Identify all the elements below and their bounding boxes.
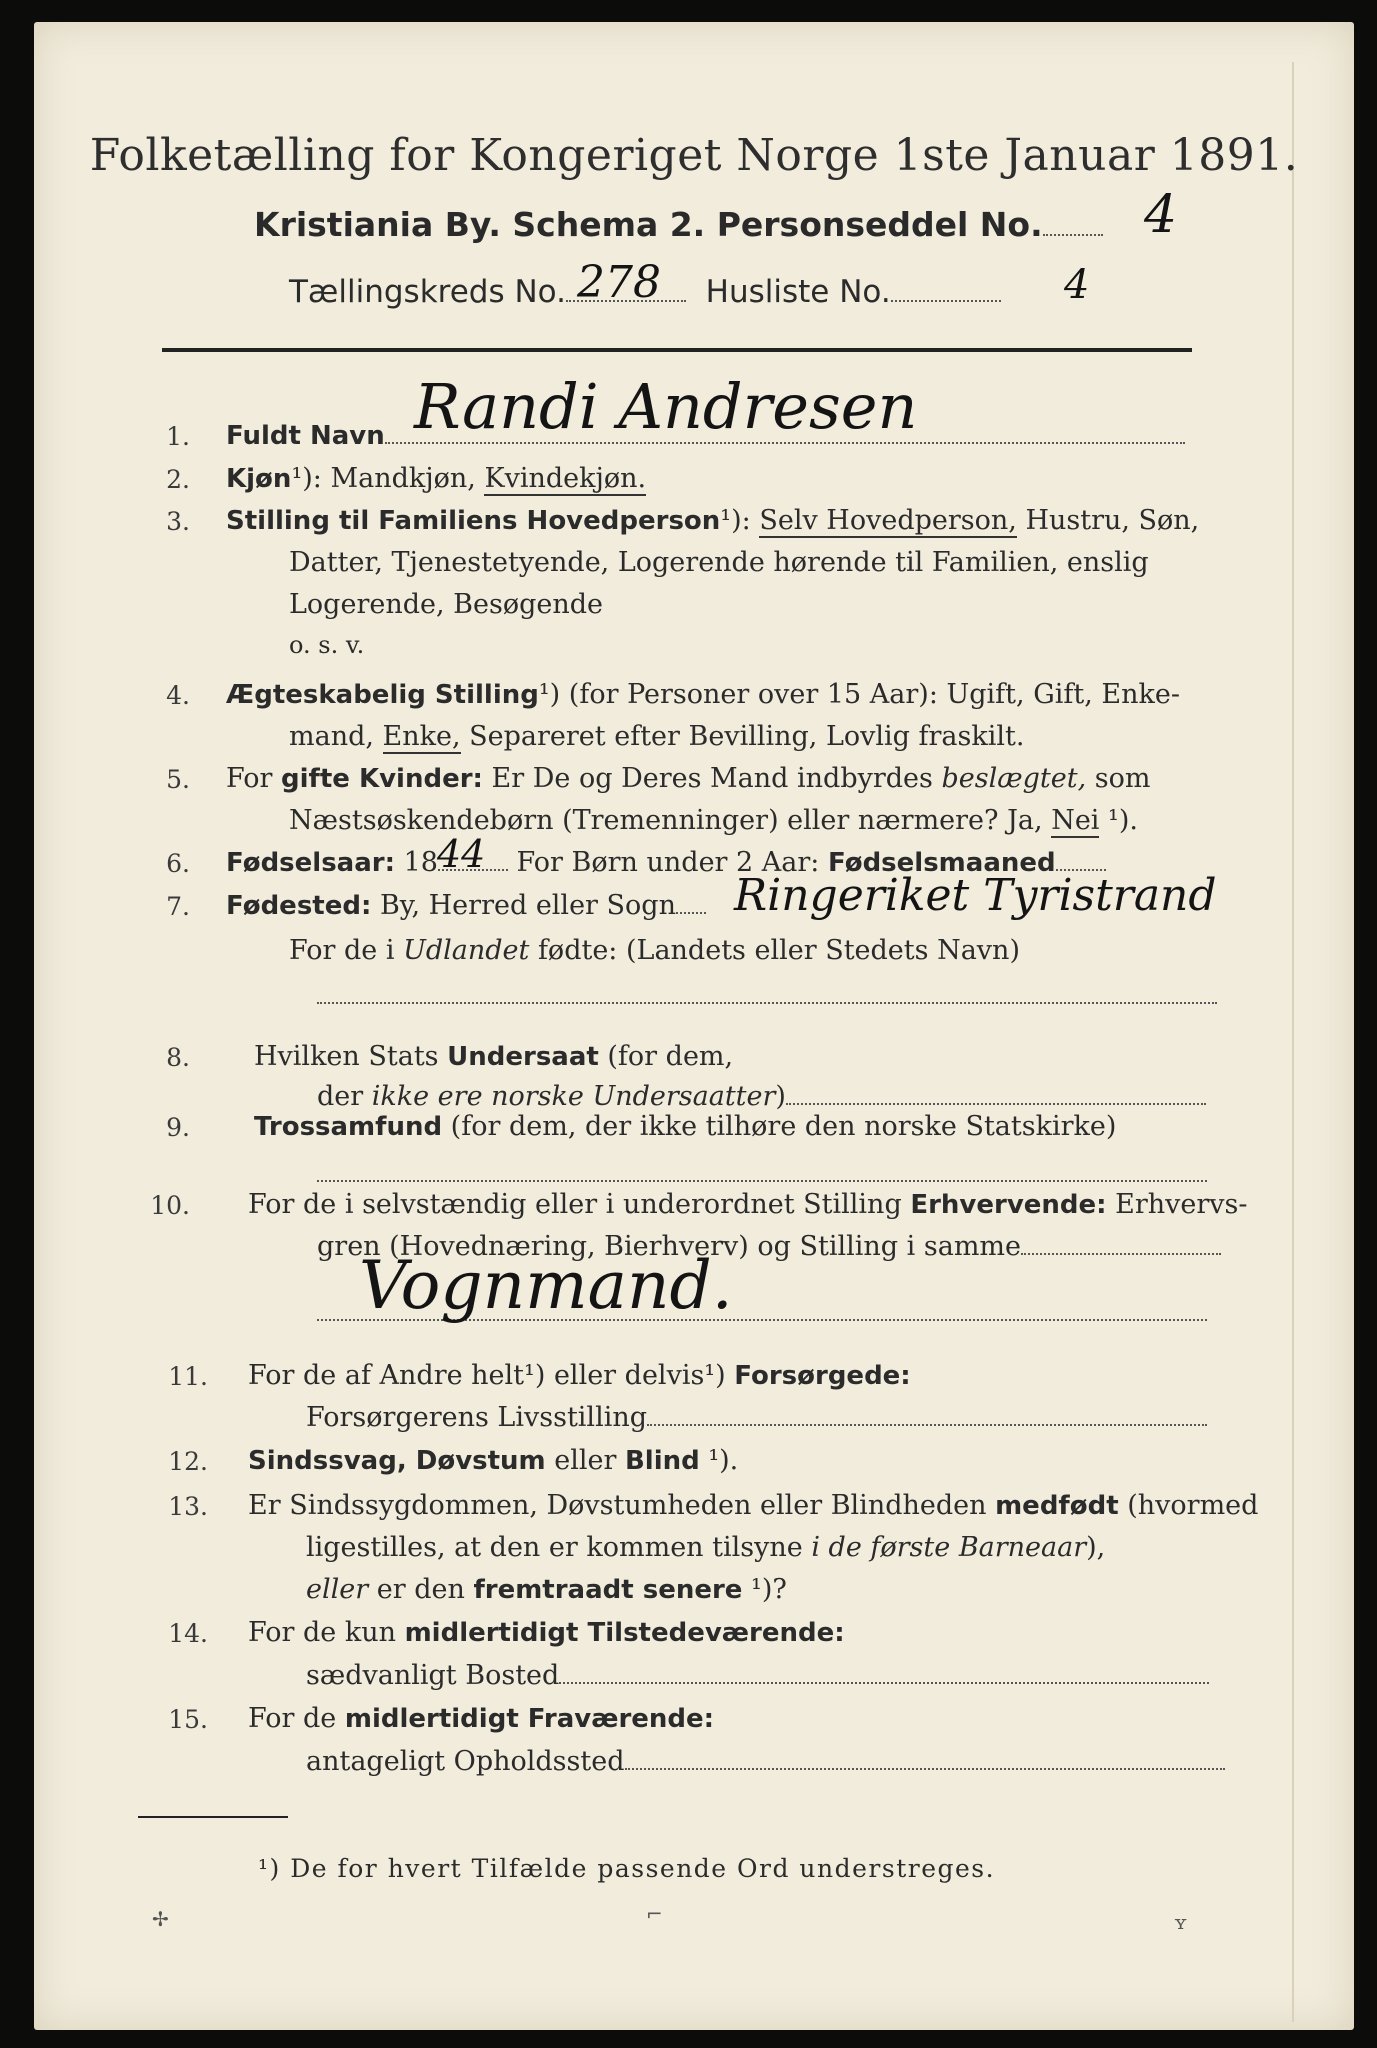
selected-gender: Kvindekjøn. <box>484 463 647 494</box>
item-congenital: Er Sindssygdommen, Døvstumheden eller Blindheden medfødt (hvormed <box>248 1490 1259 1521</box>
item-number: 7. <box>166 892 190 921</box>
item-household-position-line2: Datter, Tjenestetyende, Logerende hørende til Familien, enslig <box>289 547 1149 578</box>
item-occupation-line2: gren (Hovednæring, Bierhverv) og Stilling i samme <box>317 1231 1221 1262</box>
ink-mark: ✢ <box>152 1907 169 1931</box>
header-rule <box>162 348 1192 352</box>
ink-mark: ⌐ <box>646 1902 663 1926</box>
item-household-position-line4: o. s. v. <box>289 631 365 659</box>
item-number: 13. <box>168 1492 208 1521</box>
item-birth-year: Fødselsaar: 18 For Børn under 2 Aar: Fødselsmaaned <box>226 847 1106 878</box>
item-temporary-present-line2: sædvanligt Bosted <box>306 1660 1209 1691</box>
item-supported: For de af Andre helt¹) eller delvis¹) Forsørgede: <box>248 1360 911 1391</box>
item-temporary-present: For de kun midlertidigt Tilstedeværende: <box>248 1617 845 1648</box>
tellingskreds-line: Tællingskreds No. Husliste No. <box>289 274 1001 310</box>
item-supported-line2: Forsørgerens Livsstilling <box>306 1402 1207 1433</box>
item-household-position-line3: Logerende, Besøgende <box>289 589 603 620</box>
item-number: 2. <box>166 465 190 494</box>
item-number: 6. <box>166 849 190 878</box>
item-temporary-absent-line2: antageligt Opholdssted <box>306 1746 1225 1777</box>
paper-fold-edge <box>1292 62 1294 2022</box>
item-disability: Sindssvag, Døvstum eller Blind ¹). <box>248 1445 739 1476</box>
occupation-value: Vognmand. <box>359 1247 733 1324</box>
tellingskreds-number: 278 <box>577 257 661 308</box>
item-citizenship: Hvilken Stats Undersaat (for dem, <box>254 1041 734 1072</box>
item-number: 5. <box>166 765 190 794</box>
item-number: 1. <box>166 422 190 451</box>
item-number: 3. <box>166 507 190 536</box>
form-title: Folketælling for Kongeriget Norge 1ste Januar 1891. <box>89 130 1299 181</box>
item-birthplace-line2: For de i Udlandet fødte: (Landets eller Stedets Navn) <box>289 935 1020 966</box>
item-citizenship-line2: der ikke ere norske Undersaatter) <box>317 1081 1206 1112</box>
birth-year-value: 44 <box>437 832 486 876</box>
item-household-position: Stilling til Familiens Hovedperson¹): Selv Hovedperson, Hustru, Søn, <box>226 505 1200 536</box>
subtitle-text: Kristiania By. Schema 2. Personseddel No. <box>254 205 1043 244</box>
item-occupation: For de i selvstændig eller i underordnet Stilling Erhvervende: Erhvervs- <box>248 1189 1248 1220</box>
item-number: 9. <box>166 1113 190 1142</box>
item-congenital-line2: ligestilles, at den er kommen tilsyne i de første Barneaar), <box>306 1532 1106 1563</box>
full-name-value: Randi Andresen <box>414 370 918 443</box>
item-number: 8. <box>166 1043 190 1072</box>
selected-position: Selv Hovedperson, <box>759 505 1017 536</box>
form-subtitle <box>254 205 1103 244</box>
item-gender: Kjøn¹): Mandkjøn, Kvindekjøn. <box>226 463 647 494</box>
blank-line <box>317 1002 1217 1004</box>
husliste-number: 4 <box>1064 262 1090 308</box>
item-number: 10. <box>150 1191 190 1220</box>
item-number: 12. <box>168 1447 208 1476</box>
selected-related-answer: Nei <box>1051 805 1100 836</box>
item-married-women-line2: Næstsøskendebørn (Tremenninger) eller nærmere? Ja, Nei ¹). <box>289 805 1138 836</box>
birthplace-value: Ringeriket Tyristrand <box>734 870 1217 921</box>
item-marital-status: Ægteskabelig Stilling¹) (for Personer over 15 Aar): Ugift, Gift, Enke- <box>226 679 1180 710</box>
census-form-sheet <box>34 22 1354 2030</box>
selected-marital-status: Enke, <box>382 721 461 752</box>
item-number: 4. <box>166 681 190 710</box>
item-full-name: Fuldt Navn <box>226 420 1185 451</box>
footnote: ¹) De for hvert Tilfælde passende Ord understreges. <box>258 1854 996 1883</box>
footnote-rule <box>138 1816 288 1818</box>
item-temporary-absent: For de midlertidigt Fraværende: <box>248 1703 715 1734</box>
item-number: 11. <box>168 1362 208 1391</box>
item-congenital-line3: eller er den fremtraadt senere ¹)? <box>306 1574 787 1605</box>
ink-mark: ʏ <box>1174 1910 1188 1934</box>
item-number: 15. <box>168 1705 208 1734</box>
item-birthplace: Fødested: By, Herred eller Sogn <box>226 890 706 921</box>
item-married-women: For gifte Kvinder: Er De og Deres Mand indbyrdes beslægtet, som <box>226 763 1151 794</box>
blank-line <box>317 1180 1207 1182</box>
item-religion: Trossamfund (for dem, der ikke tilhøre den norske Statskirke) <box>254 1111 1117 1142</box>
item-number: 14. <box>168 1619 208 1648</box>
personseddel-number: 4 <box>1144 185 1178 245</box>
item-marital-status-line2: mand, Enke, Separeret efter Bevilling, Lovlig fraskilt. <box>289 721 1025 752</box>
